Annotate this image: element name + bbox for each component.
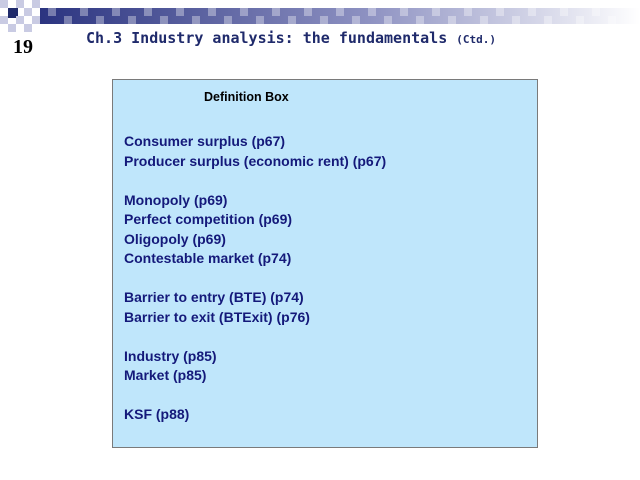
definition-item: Producer surplus (economic rent) (p67) bbox=[124, 152, 387, 169]
slide-title bbox=[86, 29, 496, 47]
definition-item: Barrier to exit (BTExit) (p76) bbox=[124, 308, 310, 325]
definition-group-surplus bbox=[124, 132, 386, 171]
definition-item: KSF (p88) bbox=[124, 406, 190, 422]
definition-group-market-structures bbox=[124, 191, 386, 269]
slide-title-suffix: (Ctd.) bbox=[456, 33, 497, 46]
definition-item: Barrier to entry (BTE) (p74) bbox=[124, 289, 304, 305]
definition-box-header: Definition Box bbox=[204, 90, 289, 104]
definition-item: Market (p85) bbox=[124, 367, 207, 383]
definition-list bbox=[124, 132, 386, 444]
definition-item: Consumer surplus (p67) bbox=[124, 133, 286, 149]
definition-box bbox=[112, 79, 538, 448]
definition-group-barriers bbox=[124, 288, 386, 327]
definition-group-ksf bbox=[124, 405, 386, 425]
slide-number: 19 bbox=[13, 36, 33, 58]
definition-item: Oligopoly (p69) bbox=[124, 230, 226, 247]
definition-group-industry-market bbox=[124, 347, 386, 386]
definition-item: Contestable market (p74) bbox=[124, 250, 292, 266]
definition-item: Perfect competition (p69) bbox=[124, 211, 293, 227]
slide-title-text: Ch.3 Industry analysis: the fundamentals bbox=[86, 29, 448, 47]
definition-item: Industry (p85) bbox=[124, 347, 217, 364]
definition-item: Monopoly (p69) bbox=[124, 191, 228, 208]
